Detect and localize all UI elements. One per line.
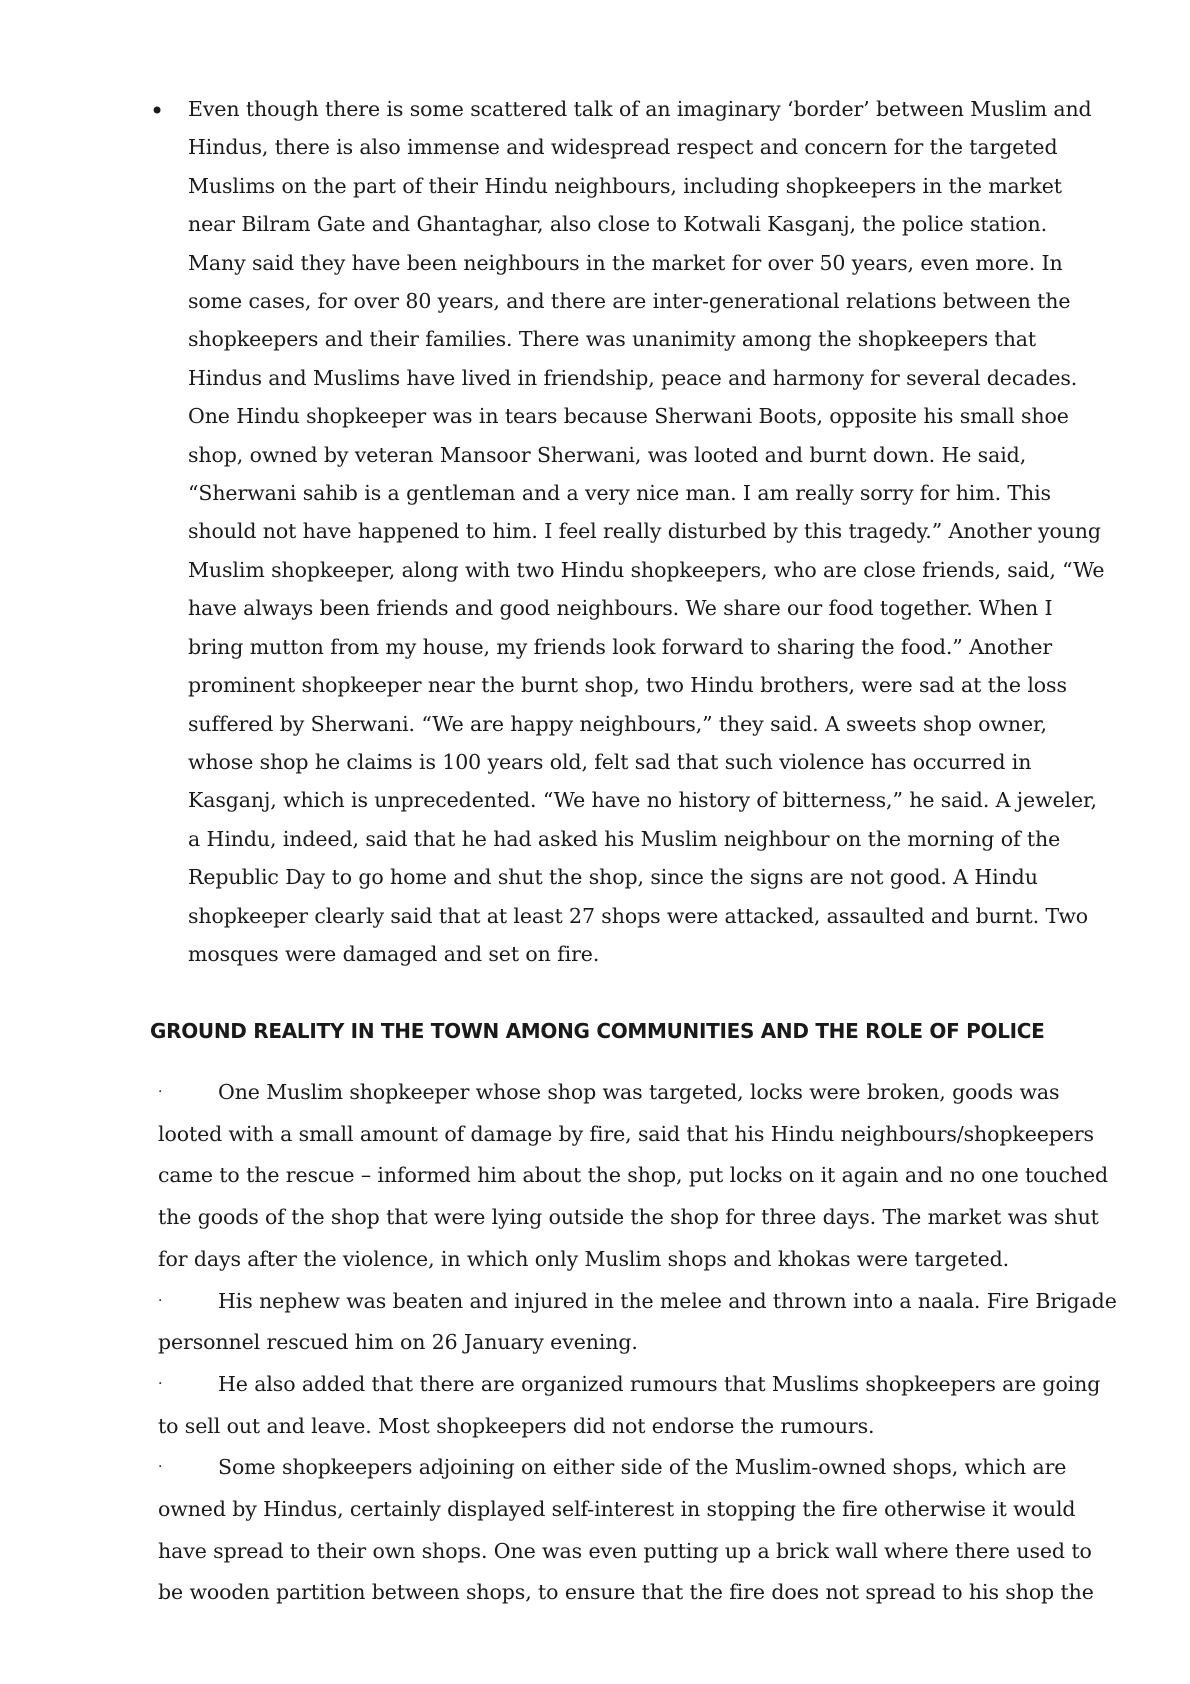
- list-marker: ·: [158, 1459, 163, 1476]
- bullet-marker: •: [150, 97, 165, 125]
- list-item-text: His nephew was beaten and injured in the melee and thrown into a naala. Fire Brigade personnel rescued him on 26 January evening.: [158, 1288, 1117, 1355]
- list-item-text: One Muslim shopkeeper whose shop was targeted, locks were broken, goods was looted with a small amount of damage by fire, said that his Hindu neighbours/shopkeepers came to the rescue – informed him about the shop, put locks on it again and no one touched the goods of the shop that were lying outside the shop for three days. The market was shut for days after the violence, in which only Muslim shops and khokas were targeted.: [158, 1080, 1109, 1271]
- list-item-text: Some shopkeepers adjoining on either side of the Muslim-owned shops, which are owned by Hindus, certainly displayed self-interest in stopping the fire otherwise it would have spread to their own shops. One was even putting up a brick wall where there used to be wooden partition between shops, to ensure that the fire does not spread to his shop the: [158, 1455, 1094, 1605]
- bullet-paragraph-text: Even though there is some scattered talk of an imaginary ‘border’ between Muslim and Hindus, there is also immense and widespread respect and concern for the targeted Muslims on the part of their Hindu neighbours, including shopkeepers in the market near Bilram Gate and Ghantaghar, also close to Kotwali Kasganj, the police station. Many said they have been neighbours in the market for over 50 years, even more. In some cases, for over 80 years, and there are inter-generational relations between the shopkeepers and their families. There was unanimity among the shopkeepers that Hindus and Muslims have lived in friendship, peace and harmony for several decades. One Hindu shopkeeper was in tears because Sherwani Boots, opposite his small shoe shop, owned by veteran Mansoor Sherwani, was looted and burnt down. He said, “Sherwani sahib is a gentleman and a very nice man. I am really sorry for him. This should not have happened to him. I feel really disturbed by this tragedy.” Another young Muslim shopkeeper, along with two Hindu shopkeepers, who are close friends, said, “We have always been friends and good neighbours. We share our food together. When I bring mutton from my house, my friends look forward to sharing the food.” Another prominent shopkeeper near the burnt shop, two Hindu brothers, were sad at the loss suffered by Sherwani. “We are happy neighbours,” they said. A sweets shop owner, whose shop he claims is 100 years old, felt sad that such violence has occurred in Kasganj, which is unprecedented. “We have no history of bitterness,” he said. A jeweler, a Hindu, indeed, said that he had asked his Muslim neighbour on the morning of the Republic Day to go home and shut the shop, since the signs are not good. A Hindu shopkeeper clearly said that at least 27 shops were attacked, assaulted and burnt. Two mosques were damaged and set on fire.: [188, 97, 1105, 966]
- list-marker: ·: [158, 1084, 163, 1100]
- list-item: [158, 1364, 1118, 1447]
- list-item-text: He also added that there are organized rumours that Muslims shopkeepers are going to sell out and leave. Most shopkeepers did not endorse the rumours.: [158, 1371, 1101, 1438]
- bullet-paragraph: [150, 90, 1110, 973]
- list-item: [158, 1281, 1118, 1364]
- list-marker: ·: [158, 1375, 163, 1392]
- list-item: [158, 1447, 1118, 1614]
- list-item: [158, 1072, 1118, 1281]
- list-marker: ·: [158, 1292, 163, 1309]
- section-heading: GROUND REALITY IN THE TOWN AMONG COMMUNITIES AND THE ROLE OF POLICE: [150, 1019, 1045, 1043]
- section-list: [158, 1072, 1118, 1614]
